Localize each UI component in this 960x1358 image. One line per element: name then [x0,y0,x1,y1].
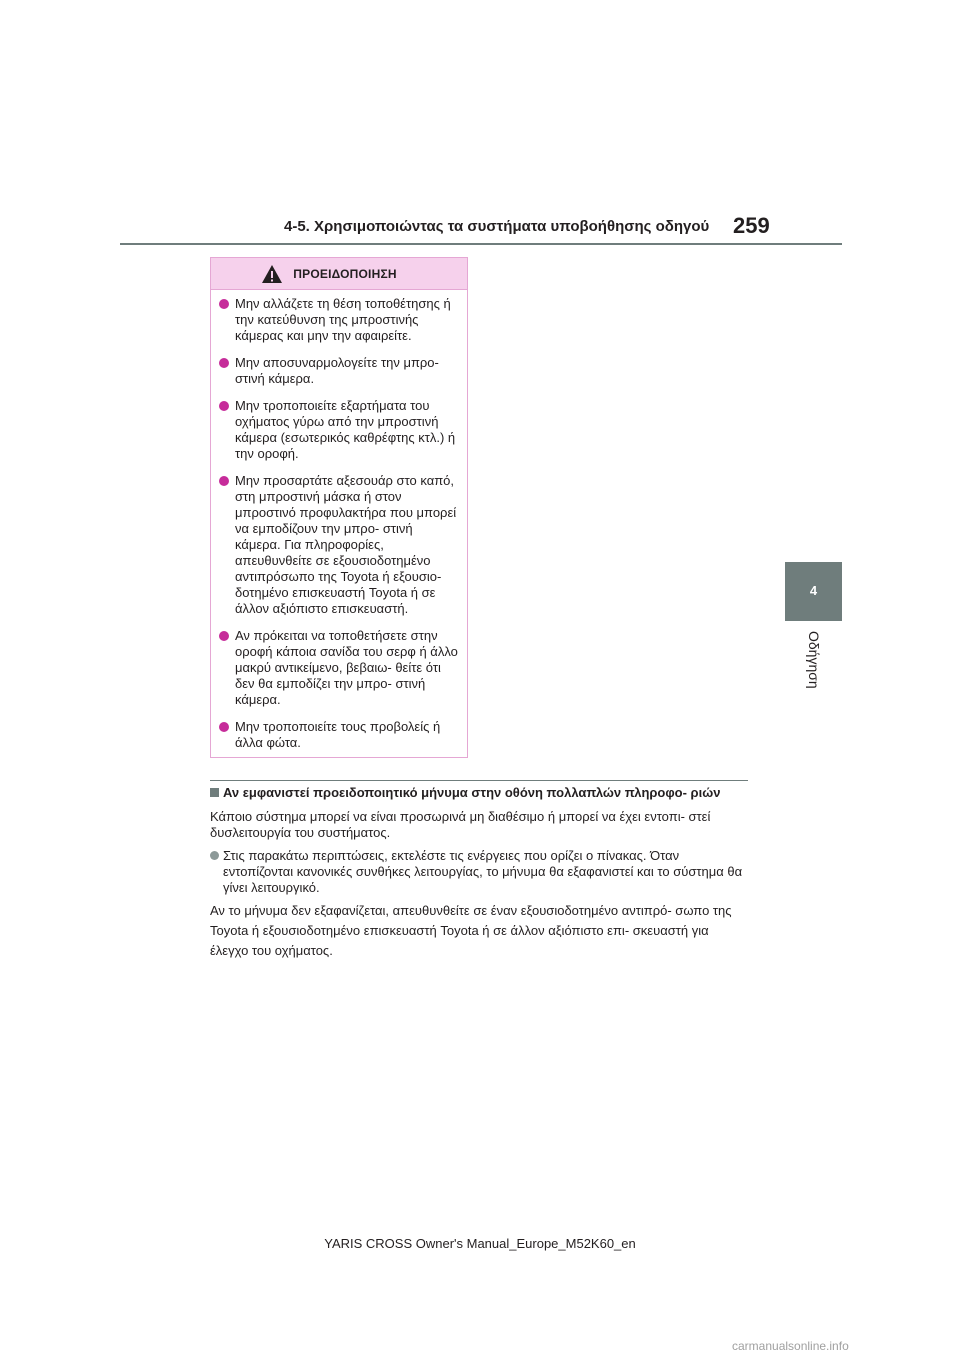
warning-box [210,257,468,758]
warning-item [219,296,459,344]
grey-bullet-icon [210,851,219,860]
note-final-paragraph: Αν το μήνυμα δεν εξαφανίζεται, απευθυνθείτε σε έναν εξουσιοδοτημένο αντιπρό- σωπο της Toyota ή εξουσιοδοτημένο επισκευαστή Toyota ή σε άλλον αξιόπιστο επι- σκευαστή για έλεγχο του οχήματος. [210,903,732,958]
bullet-dot-icon [219,722,229,732]
watermark: carmanualsonline.info [732,1339,849,1353]
warning-list [211,290,467,751]
warning-item [219,473,459,617]
note-bullet [210,848,750,896]
note-heading [210,785,750,801]
warning-title: ΠΡΟΕΙΔΟΠΟΙΗΣΗ [293,266,397,281]
warning-item-text: Μην προσαρτάτε αξεσουάρ στο καπό, στη μπροστινή μάσκα ή στον μπροστινό προφυλακτήρα που μπορεί να εμποδίζουν την μπρο- στινή κάμερα. Για πληροφορίες, απευθυνθείτε σε εξουσιοδοτημένο αντιπρόσωπο της Toyota ή εξουσιο- δοτημένο επισκευαστή Toyota ή σε άλλον αξιόπιστο επισκευαστή. [235,473,457,616]
warning-triangle-icon [261,264,283,284]
bullet-dot-icon [219,631,229,641]
bullet-dot-icon [219,476,229,486]
bullet-dot-icon [219,358,229,368]
note-divider [210,780,748,781]
footer-text: YARIS CROSS Owner's Manual_Europe_M52K60_en [324,1236,636,1251]
warning-item-text: Αν πρόκειται να τοποθετήσετε στην οροφή κάποια σανίδα του σερφ ή άλλο μακρύ αντικείμενο, βεβαιω- θείτε ότι δεν θα εμποδίζει την μπρο- στινή κάμερα. [235,628,458,707]
chapter-tab [785,562,842,621]
warning-item-text: Μην αλλάζετε τη θέση τοποθέτησης ή την κατεύθυνση της μπροστινής κάμερας και μην την αφαιρείτε. [235,296,451,343]
note-heading-text: Αν εμφανιστεί προειδοποιητικό μήνυμα στην οθόνη πολλαπλών πληροφο- ριών [223,785,721,800]
warning-item-text: Μην αποσυναρμολογείτε την μπρο- στινή κάμερα. [235,355,439,386]
section-title: 4-5. Χρησιμοποιώντας τα συστήματα υποβοήθησης οδηγού [284,218,710,235]
square-bullet-icon [210,788,219,797]
chapter-label: Οδήγηση [806,631,822,689]
warning-item [219,398,459,462]
bullet-dot-icon [219,401,229,411]
note-paragraph: Κάποιο σύστημα μπορεί να είναι προσωρινά μη διαθέσιμο ή μπορεί να έχει εντοπι- στεί δυσλειτουργία του συστήματος. [210,809,711,840]
warning-item-text: Μην τροποποιείτε τους προβολείς ή άλλα φώτα. [235,719,441,750]
warning-item [219,355,459,387]
warning-item [219,719,459,751]
warning-item-text: Μην τροποποιείτε εξαρτήματα του οχήματος γύρω από την μπροστινή κάμερα (εσωτερικός καθρέφτης κτλ.) ή την οροφή. [235,398,456,461]
warning-header [211,258,467,290]
page-number: 259 [733,213,770,238]
header-divider [120,243,842,245]
warning-item [219,628,459,708]
note-bullet-text: Στις παρακάτω περιπτώσεις, εκτελέστε τις ενέργειες που ορίζει ο πίνακας. Όταν εντοπίζονται κανονικές συνθήκες λειτουργίας, το μήνυμα θα εξαφανιστεί και το σύστημα θα γίνει λειτουργικό. [223,848,743,895]
bullet-dot-icon [219,299,229,309]
chapter-number: 4 [809,583,818,598]
note-section [210,785,750,961]
